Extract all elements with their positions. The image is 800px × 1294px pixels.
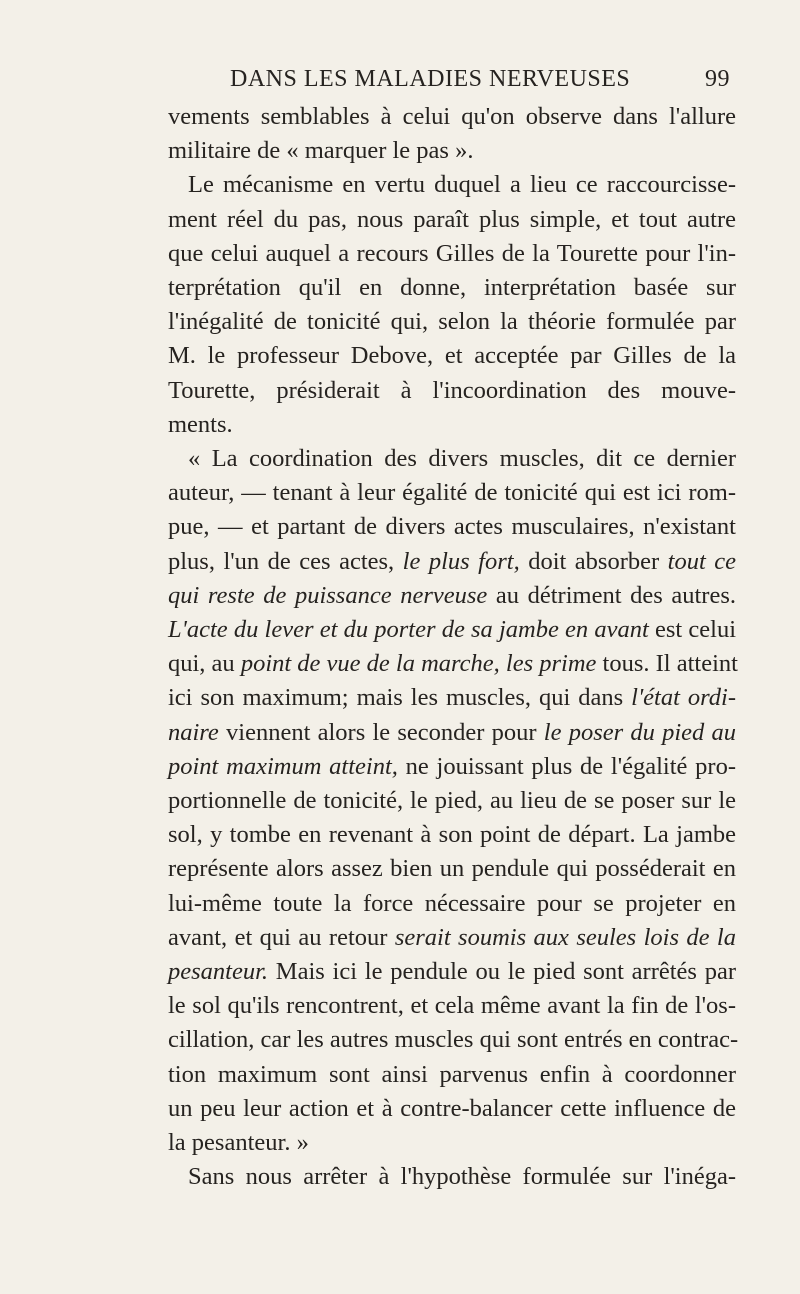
italic-text: L'acte du lever et du porter de sa jambe en avant xyxy=(168,616,649,644)
text-run: pue, — et partant de divers actes musculaires, n'existant xyxy=(168,513,736,541)
text-run: portionnelle de tonicité, le pied, au lieu de se poser sur le xyxy=(168,787,736,815)
text-run: qui, au xyxy=(168,650,241,678)
italic-text: le plus fort, xyxy=(402,547,520,575)
text-run: représente alors assez bien un pendule qui posséderait en xyxy=(168,855,736,883)
text-line xyxy=(168,955,736,989)
text-run: le sol qu'ils rencontrent, et cela même avant la fin de l'os- xyxy=(168,992,736,1020)
text-run: tion maximum sont ainsi parvenus enfin à coordonner xyxy=(168,1060,736,1088)
text-run: ments. xyxy=(168,410,233,438)
italic-text: serait soumis aux seules lois de la xyxy=(394,923,736,951)
text-line xyxy=(168,305,736,339)
text-run: la pesanteur. » xyxy=(168,1129,309,1157)
running-header xyxy=(170,66,730,98)
text-line xyxy=(168,237,736,271)
text-run: plus, l'un de ces actes, xyxy=(168,547,403,575)
text-line xyxy=(168,100,736,134)
text-line xyxy=(168,647,736,681)
text-line xyxy=(168,716,736,750)
text-line xyxy=(168,750,736,784)
text-line xyxy=(168,989,736,1023)
text-line xyxy=(168,1126,736,1160)
text-run: Mais ici le pendule ou le pied sont arrêtés par xyxy=(268,958,736,986)
text-line xyxy=(168,579,736,613)
text-run: cillation, car les autres muscles qui sont entrés en contrac- xyxy=(168,1026,739,1054)
text-run: viennent alors le seconder pour xyxy=(218,718,544,746)
italic-text: pesanteur. xyxy=(168,958,269,986)
italic-text: le poser du pied au xyxy=(543,718,736,746)
text-line xyxy=(168,168,736,202)
text-line xyxy=(168,1160,736,1194)
text-line xyxy=(168,408,736,442)
text-line xyxy=(168,510,736,544)
italic-text: point maximum atteint, xyxy=(168,752,398,780)
text-run: un peu leur action et à contre-balancer cette influence de xyxy=(168,1094,736,1122)
text-run: Le mécanisme en vertu duquel a lieu ce raccourcisse- xyxy=(188,171,736,199)
text-run: auteur, — tenant à leur égalité de tonicité qui est ici rom- xyxy=(168,479,736,507)
text-run: ici son maximum; mais les muscles, qui dans xyxy=(168,684,632,712)
text-run: que celui auquel a recours Gilles de la Tourette pour l'in- xyxy=(168,239,736,267)
page-number: 99 xyxy=(705,66,730,92)
text-line xyxy=(168,476,736,510)
italic-text: tout ce xyxy=(667,547,737,575)
text-line xyxy=(168,1058,736,1092)
body-text xyxy=(168,100,739,1195)
italic-text: naire xyxy=(168,718,219,746)
text-line xyxy=(168,442,736,476)
text-line xyxy=(168,681,736,715)
text-line xyxy=(168,1092,736,1126)
text-line xyxy=(168,887,736,921)
text-run: ne jouissant plus de l'égalité pro- xyxy=(397,752,736,780)
text-run: lui-même toute la force nécessaire pour se projeter en xyxy=(168,889,736,917)
italic-text: point de vue de la marche, les prime xyxy=(240,650,597,678)
text-run: tous. Il atteint xyxy=(596,650,738,678)
text-line xyxy=(168,613,736,647)
text-run: M. le professeur Debove, et acceptée par Gilles de la xyxy=(168,342,736,370)
text-run: Tourette, présiderait à l'incoordination des mouve- xyxy=(168,376,736,404)
text-run: sol, y tombe en revenant à son point de départ. La jambe xyxy=(168,821,736,849)
text-line xyxy=(168,203,736,237)
text-run: doit absorber xyxy=(519,547,668,575)
text-line xyxy=(168,339,736,373)
text-line xyxy=(168,545,736,579)
text-line xyxy=(168,784,736,818)
text-run: au détriment des autres. xyxy=(487,581,737,609)
text-run: ment réel du pas, nous paraît plus simple, et tout autre xyxy=(168,205,736,233)
text-run: terprétation qu'il en donne, interprétation basée sur xyxy=(168,274,736,302)
text-run: l'inégalité de tonicité qui, selon la théorie formulée par xyxy=(168,308,736,336)
text-run: « La coordination des divers muscles, dit ce dernier xyxy=(188,445,736,473)
text-run: vements semblables à celui qu'on observe dans l'allure xyxy=(168,103,736,130)
text-run: militaire de « marquer le pas ». xyxy=(168,137,474,165)
italic-text: l'état ordi- xyxy=(631,684,736,712)
running-title: DANS LES MALADIES NERVEUSES xyxy=(230,66,631,92)
text-line xyxy=(168,134,736,168)
text-run: Sans nous arrêter à l'hypothèse formulée sur l'inéga- xyxy=(188,1163,736,1191)
text-line xyxy=(168,1023,739,1057)
text-line xyxy=(168,921,736,955)
text-line xyxy=(168,852,736,886)
text-line xyxy=(168,374,736,408)
text-run: avant, et qui au retour xyxy=(168,923,395,951)
text-line xyxy=(168,271,736,305)
text-line xyxy=(168,818,736,852)
italic-text: qui reste de puissance nerveuse xyxy=(168,581,488,609)
text-run: est celui xyxy=(648,616,737,644)
